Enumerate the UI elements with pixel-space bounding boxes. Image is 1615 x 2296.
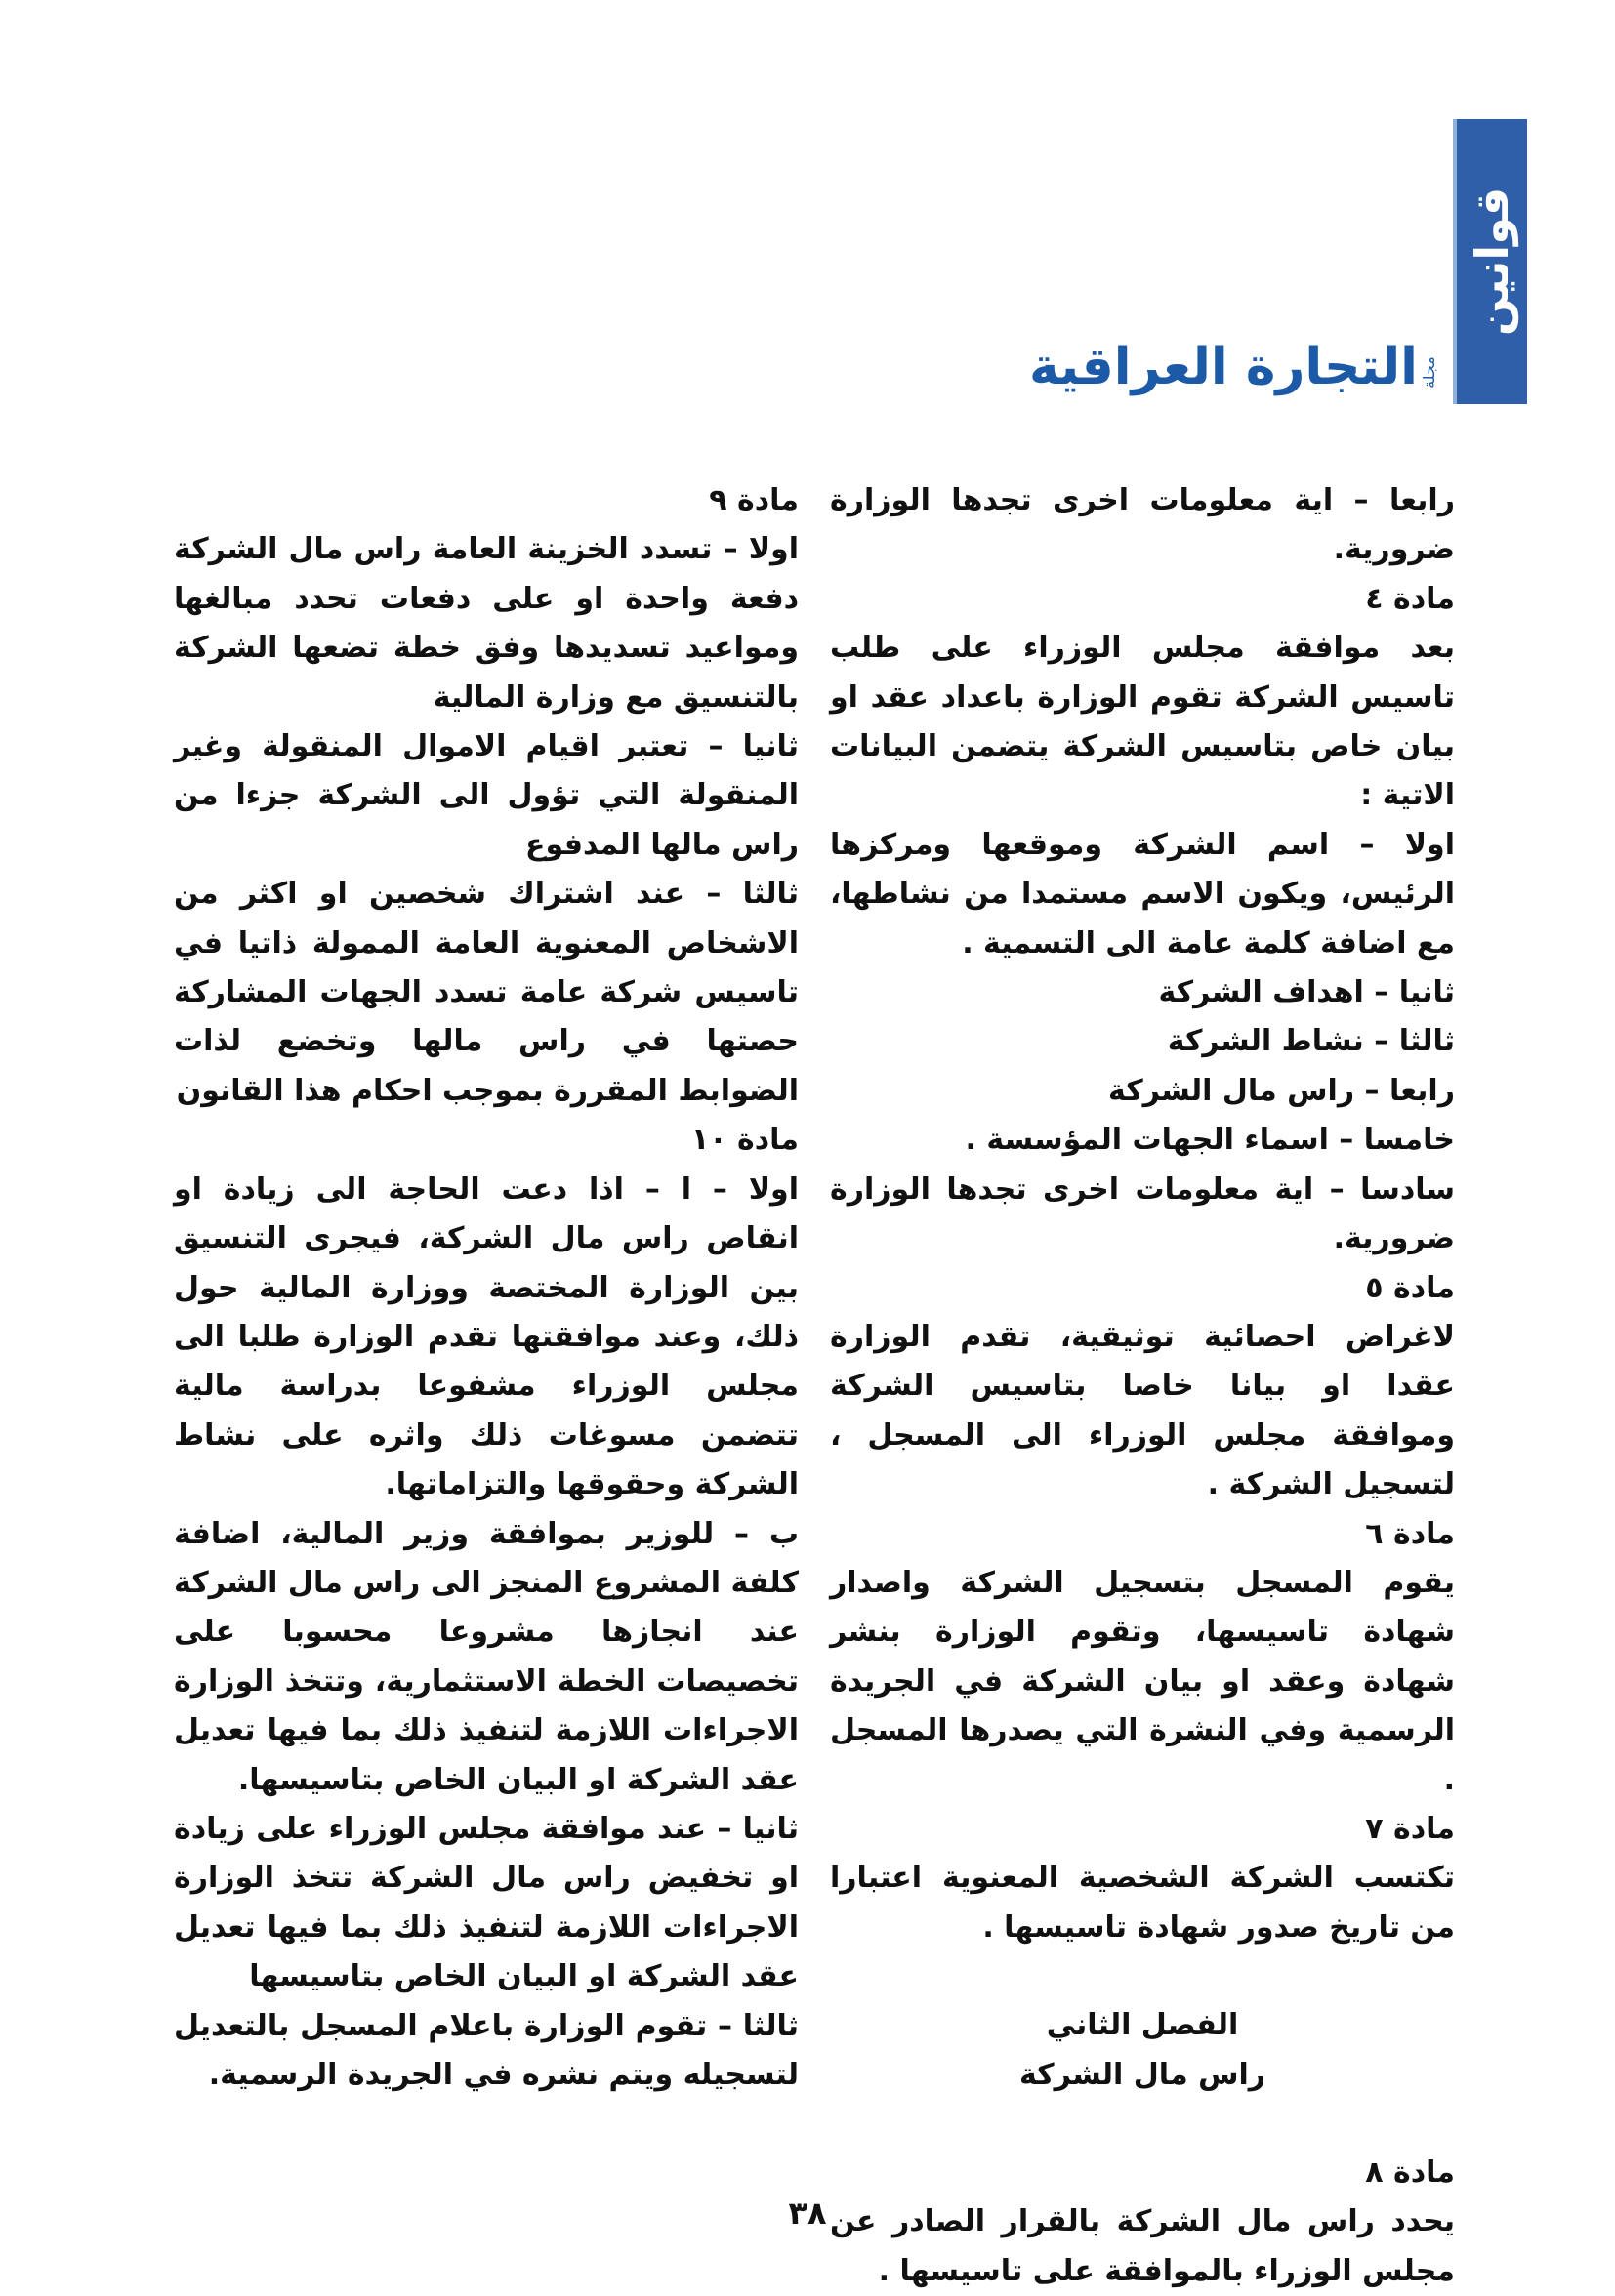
paragraph: اولا – ا – اذا دعت الحاجة الى زيادة او انقاص راس مال الشركة، فيجرى التنسيق بين الوزارة المختصة ووزارة المالية حول ذلك، وعند موافقتها تقدم الوزارة طلبا الى مجلس الوزراء مشفوعا بدراسة مالية تتضمن مسوغات ذلك واثره على نشاط الشركة وحقوقها والتزاماتها. (174, 1171, 799, 1502)
paragraph: اولا – تسدد الخزينة العامة راس مال الشركة دفعة واحدة او على دفعات تحدد مبالغها ومواعيد تسديدها وفق خطة تضعها الشركة بالتنسيق مع وزارة المالية (174, 532, 799, 715)
page-number: ٣٨ (788, 2194, 827, 2232)
article-heading: مادة ٩ (709, 483, 799, 517)
paragraph: ثالثا – عند اشتراك شخصين او اكثر من الاشخاص المعنوية العامة الممولة ذاتيا في تاسيس شركة عامة تسدد الجهات المشاركة حصتها في راس مالها وتخضع لذات الضوابط المقررة بموجب احكام هذا القانون (174, 877, 799, 1108)
article-heading: مادة ٥ (1365, 1270, 1455, 1305)
article-heading: مادة ٧ (1365, 1811, 1455, 1846)
article-heading: مادة ٨ (1365, 2155, 1455, 2190)
logo-small-label: مجلة (1420, 356, 1439, 389)
paragraph: ثانيا – تعتبر اقيام الاموال المنقولة وغير المنقولة التي تؤول الى الشركة جزءا من راس مالها المدفوع (174, 729, 799, 862)
paragraph: رابعا – اية معلومات اخرى تجدها الوزارة ضرورية. (830, 483, 1455, 567)
paragraph: ثانيا – عند موافقة مجلس الوزراء على زيادة او تخفيض راس مال الشركة تتخذ الوزارة الاجراءات اللازمة لتنفيذ ذلك بما فيها تعديل عقد الشركة او البيان الخاص بتاسيسها (174, 1811, 799, 1994)
paragraph: ثالثا – نشاط الشركة (1167, 1024, 1455, 1059)
paragraph: ثالثا – تقوم الوزارة باعلام المسجل بالتعديل لتسجيله ويتم نشره في الجريدة الرسمية. (174, 2008, 799, 2092)
logo-title: التجارة العراقية (1029, 338, 1418, 396)
paragraph: بعد موافقة مجلس الوزراء على طلب تاسيس الشركة تقوم الوزارة باعداد عقد او بيان خاص بتاسيس الشركة يتضمن البيانات الاتية : (830, 631, 1455, 813)
paragraph: ثانيا – اهداف الشركة (1158, 975, 1455, 1010)
right-column (830, 476, 1455, 2296)
spacer (830, 2100, 1455, 2149)
section-tab-label: قوانين (1466, 186, 1518, 337)
paragraph: ب – للوزير بموافقة وزير المالية، اضافة كلفة المشروع المنجز الى راس مال الشركة عند انجازها مشروعا محسوبا على تخصيصات الخطة الاستثمارية، وتتخذ الوزارة الاجراءات اللازمة لتنفيذ ذلك بما فيها تعديل عقد الشركة او البيان الخاص بتاسيسها. (174, 1516, 799, 1797)
paragraph: خامسا – اسماء الجهات المؤسسة . (965, 1123, 1455, 1158)
section-tab (1453, 119, 1527, 404)
paragraph: يقوم المسجل بتسجيل الشركة واصدار شهادة تاسيسها، وتقوم الوزارة بنشر شهادة وعقد او بيان الشركة في الجريدة الرسمية وفي النشرة التي يصدرها المسجل . (830, 1565, 1455, 1797)
chapter-subtitle: راس مال الشركة (1018, 2057, 1266, 2092)
article-heading: مادة ٦ (1365, 1516, 1455, 1551)
spacer (830, 1952, 1455, 2001)
left-column (174, 476, 799, 2100)
paragraph: يحدد راس مال الشركة بالقرار الصادر عن مجلس الوزراء بالموافقة على تاسيسها . (830, 2204, 1455, 2288)
chapter-title: الفصل الثاني (1046, 2008, 1239, 2043)
paragraph: تكتسب الشركة الشخصية المعنوية اعتبارا من تاريخ صدور شهادة تاسيسها . (830, 1861, 1455, 1945)
paragraph: لاغراض احصائية توثيقية، تقدم الوزارة عقدا او بيانا خاصا بتاسيس الشركة وموافقة مجلس الوزراء الى المسجل ، لتسجيل الشركة . (830, 1319, 1455, 1502)
paragraph: اولا – اسم الشركة وموقعها ومركزها الرئيس، ويكون الاسم مستمدا من نشاطها، مع اضافة كلمة عامة الى التسمية . (830, 827, 1455, 961)
article-heading: مادة ٤ (1365, 581, 1455, 616)
paragraph: رابعا – راس مال الشركة (1108, 1073, 1455, 1108)
paragraph: سادسا – اية معلومات اخرى تجدها الوزارة ضرورية. (830, 1171, 1455, 1256)
magazine-logo (1029, 338, 1445, 406)
article-heading: مادة ١٠ (690, 1123, 799, 1158)
